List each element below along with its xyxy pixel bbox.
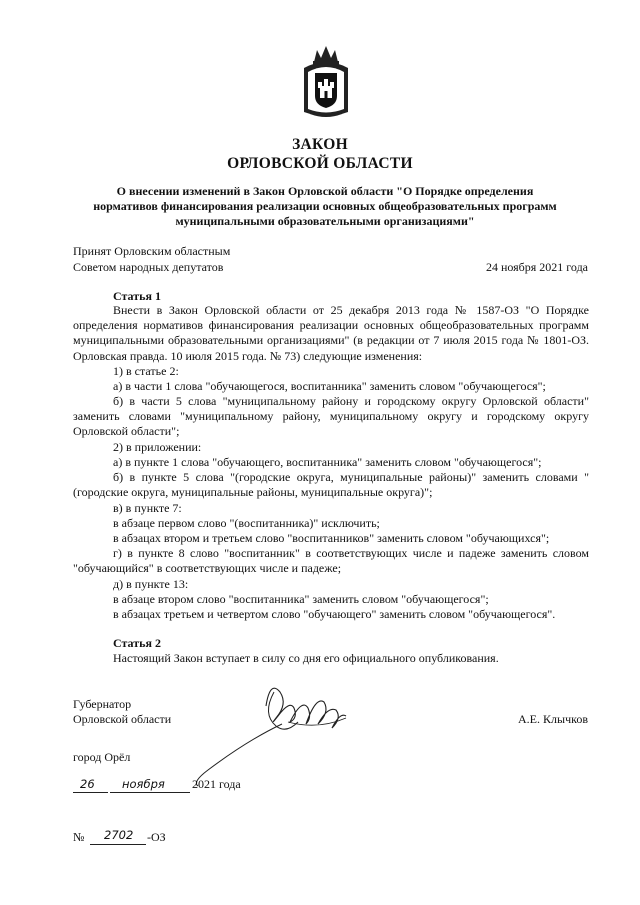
law-number: 2702 — [104, 828, 134, 842]
document-region: ОРЛОВСКОЙ ОБЛАСТИ — [227, 155, 413, 172]
article-1-item-1a: а) в части 1 слова "обучающегося, воспитанника" заменить словом "обучающегося"; — [113, 379, 546, 393]
law-number-suffix: -ОЗ — [147, 830, 166, 844]
article-1-item-1: 1) в статье 2: — [113, 364, 179, 378]
article-1-item-2v1: в абзаце первом слово "(воспитанника)" исключить; — [113, 516, 380, 530]
article-1-item-2: 2) в приложении: — [113, 440, 202, 454]
date-month: ноября — [122, 777, 165, 791]
article-1-heading: Статья 1 — [113, 289, 161, 303]
document-title: ЗАКОН — [292, 136, 348, 153]
city-name: город Орёл — [73, 750, 131, 764]
law-number-underline — [90, 844, 146, 845]
coat-of-arms-icon — [300, 42, 352, 120]
date-year: 2021 года — [192, 777, 241, 791]
article-1-item-2g: г) в пункте 8 слово "воспитанник" в соответствующих числе и падеже заменить словом "обучающийся" в соответствующих числе и падеже; — [73, 546, 589, 576]
signatory-position-line-2: Орловской области — [73, 712, 172, 726]
adoption-line-2: Советом народных депутатов — [73, 260, 224, 274]
article-1-item-2d: д) в пункте 13: — [113, 577, 189, 591]
article-1-item-2b: б) в пункте 5 слова "(городские округа, муниципальные районы)" заменить словами "(городские округа, муниципальные районы, муниципальные округа)"; — [73, 470, 589, 500]
article-2-text: Настоящий Закон вступает в силу со дня его официального опубликования. — [113, 651, 499, 665]
article-1-item-2d1: в абзаце втором слово "воспитанника" заменить словом "обучающегося"; — [113, 592, 489, 606]
law-number-prefix: № — [73, 830, 85, 844]
article-1-item-2d2: в абзацах третьем и четвертом слово "обучающего" заменить словом "обучающегося". — [113, 607, 556, 621]
article-2-heading: Статья 2 — [113, 636, 161, 650]
date-day-underline — [73, 792, 108, 793]
article-1-item-2v2: в абзацах втором и третьем слово "воспитанников" заменить словом "обучающихся"; — [113, 531, 550, 545]
document-subtitle: О внесении изменений в Закон Орловской области "О Порядке определения нормативов финансирования реализации основных общеобразовательных программ муниципальными образовательными организациями" — [93, 184, 557, 228]
article-1-item-2v: в) в пункте 7: — [113, 501, 182, 515]
adoption-line-1: Принят Орловским областным — [73, 244, 231, 258]
date-day: 26 — [80, 777, 95, 791]
adoption-date: 24 ноября 2021 года — [485, 260, 588, 274]
article-1-item-1b: б) в части 5 слова "муниципальному району и городскому округу Орловской области" заменить словами "муниципальному району, муниципальному округу и городскому округу Орловской области"; — [73, 394, 589, 439]
article-1-item-2a: а) в пункте 1 слова "обучающего, воспитанника" заменить словом "обучающегося"; — [113, 455, 542, 469]
article-1-intro: Внести в Закон Орловской области от 25 декабря 2013 года № 1587-ОЗ "О Порядке определения нормативов финансирования реализации основных общеобразовательных программ муниципальными образовательными организациями" (в редакции от 7 июля 2015 года № 1801-ОЗ. Орловская правда. 10 июля 2015 года. № 73) следующие изменения: — [73, 303, 589, 363]
signatory-position-line-1: Губернатор — [73, 697, 132, 711]
signatory-name: А.Е. Клычков — [518, 712, 588, 726]
date-month-underline — [110, 792, 190, 793]
